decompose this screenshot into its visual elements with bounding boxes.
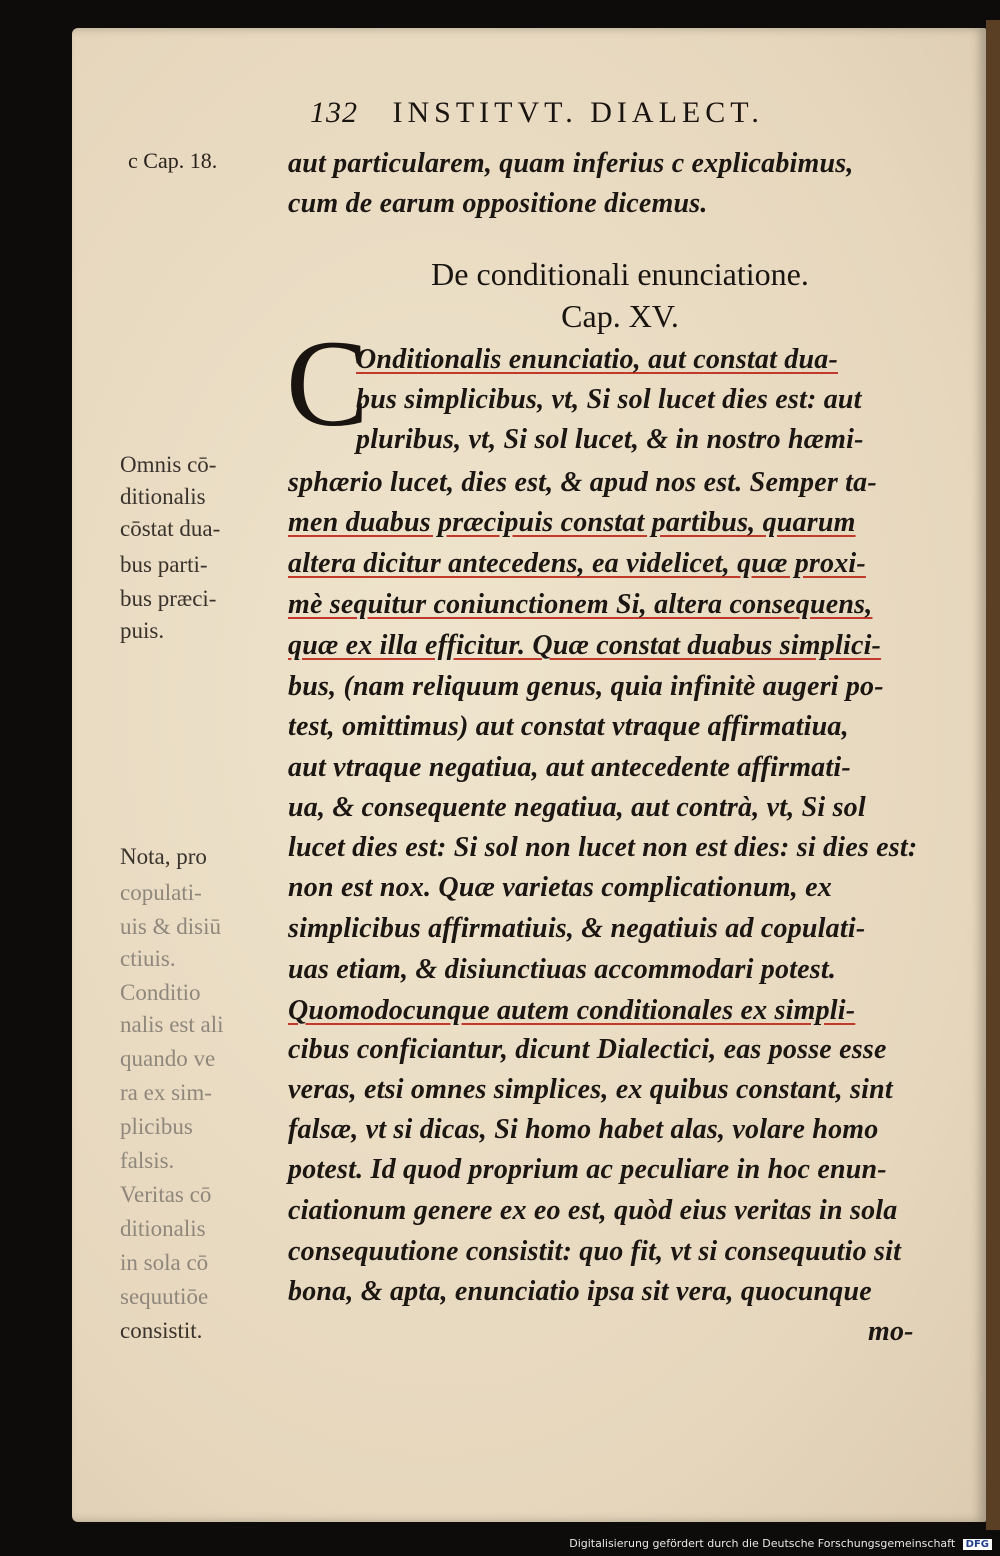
margin-note-line: ditionalis [120,484,206,509]
book-spine [986,20,1000,1530]
dfg-logo: DFG [963,1539,992,1550]
margin-note-line: uis & disiū [120,914,221,939]
margin-note-line: in sola cō [120,1250,209,1275]
footer-text: Digitalisierung gefördert durch die Deutsche Forschungsgemeinschaft [569,1537,956,1550]
margin-note-line: consistit. [120,1318,203,1343]
margin-note-line: falsis. [120,1148,175,1173]
margin-note-line: puis. [120,618,165,643]
body-line: mè sequitur coniunctionem Si, altera consequens, [288,589,873,620]
body-line: altera dicitur antecedens, ea videlicet, quæ proxi- [288,548,866,579]
digitization-credit [569,1537,992,1550]
body-line: falsæ, vt si dicas, Si homo habet alas, volare homo [288,1114,879,1145]
body-line: Quomodocunque autem conditionales ex simpli- [288,995,856,1026]
body-line: veras, etsi omnes simplices, ex quibus constant, sint [288,1074,893,1105]
body-line: uas etiam, & disiunctiuas accommodari potest. [288,954,837,985]
body-line: Onditionalis enunciatio, aut constat dua- [356,344,838,375]
body-line: test, omittimus) aut constat vtraque affirmatiua, [288,711,849,742]
margin-note-line: bus parti- [120,552,208,577]
margin-note-line: plicibus [120,1114,193,1139]
chapter-number: Cap. XV. [561,298,679,334]
body-line: cibus conficiantur, dicunt Dialectici, eas posse esse [288,1034,887,1065]
body-line: simplicibus affirmatiuis, & negatiuis ad copulati- [288,913,866,944]
margin-note-line: bus præci- [120,586,217,611]
chapter-title: De conditionali enunciatione. [431,256,809,292]
body-line: non est nox. Quæ varietas complicationum, ex [288,872,832,903]
running-title: INSTITVT. DIALECT. [392,96,764,129]
body-line: lucet dies est: Si sol non lucet non est dies: si dies est: [288,832,918,863]
margin-note-line: Omnis cō- [120,452,217,477]
catchword: mo- [868,1316,914,1347]
body-line: aut vtraque negatiua, aut antecedente affirmati- [288,752,851,783]
margin-note-line: quando ve [120,1046,216,1071]
margin-note-line: ra ex sim- [120,1080,212,1105]
margin-note-line: ditionalis [120,1216,206,1241]
body-line: bus, (nam reliquum genus, quia infinitè augeri po- [288,671,884,702]
margin-note-line: sequutiōe [120,1284,209,1309]
margin-note-line: Nota, pro [120,844,207,869]
running-header [310,96,960,130]
body-line: consequutione consistit: quo fit, vt si consequutio sit [288,1236,902,1267]
margin-note-line: Conditio [120,980,201,1005]
margin-note-line: cōstat dua- [120,516,221,541]
body-line: bona, & apta, enunciatio ipsa sit vera, quocunque [288,1276,872,1307]
body-line: potest. Id quod proprium ac peculiare in hoc enun- [288,1154,887,1185]
body-line: pluribus, vt, Si sol lucet, & in nostro hæmi- [356,424,864,455]
body-line: ua, & consequente negatiua, aut contrà, vt, Si sol [288,792,866,823]
intro-line: cum de earum oppositione dicemus. [288,188,708,219]
drop-cap: C [286,315,369,452]
margin-note-line: copulati- [120,880,202,905]
margin-note-line: ctiuis. [120,946,176,971]
margin-cross-reference: c Cap. 18. [128,148,218,173]
margin-note-line: nalis est ali [120,1012,224,1037]
body-line: sphærio lucet, dies est, & apud nos est. Semper ta- [288,467,877,498]
body-line: bus simplicibus, vt, Si sol lucet dies est: aut [356,384,862,415]
margin-note-line: Veritas cō [120,1182,212,1207]
body-line: men duabus præcipuis constat partibus, quarum [288,507,856,538]
body-line: quæ ex illa efficitur. Quæ constat duabus simplici- [288,630,882,661]
intro-line: aut particularem, quam inferius c explicabimus, [288,148,854,179]
body-line: ciationum genere ex eo est, quòd eius veritas in sola [288,1195,898,1226]
page-number: 132 [310,96,358,129]
